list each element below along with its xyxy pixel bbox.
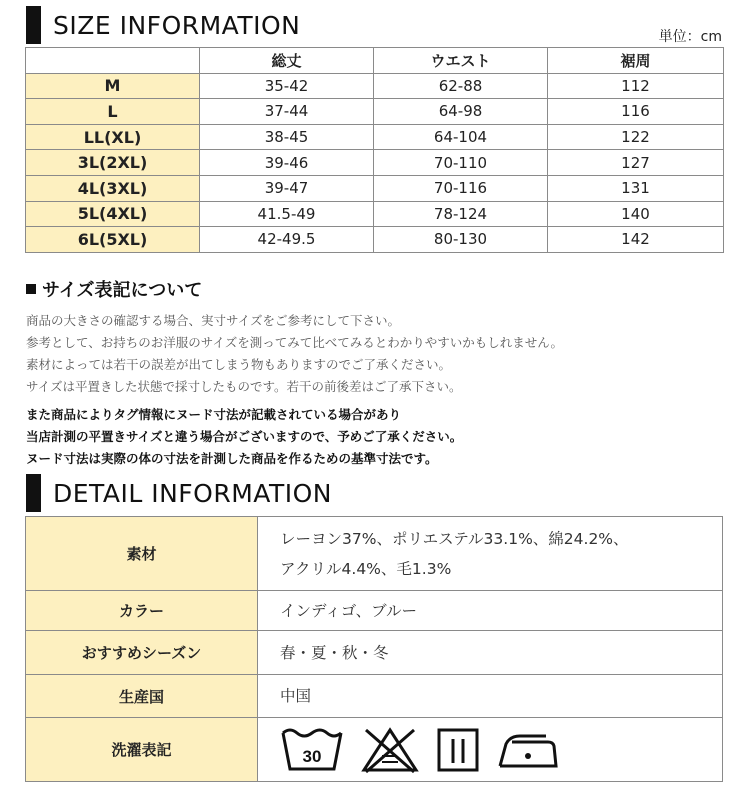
note-bold-line: ヌード寸法は実際の体の寸法を計測した商品を作るための基準寸法です。: [26, 451, 438, 466]
size-label: L: [26, 99, 200, 125]
section-bar: [26, 6, 41, 44]
season-value: 春・夏・秋・冬: [258, 631, 723, 675]
column-header-hem: 裾周: [548, 48, 724, 74]
length-cell: 39-46: [200, 150, 374, 176]
table-row: [26, 718, 723, 782]
length-cell: 35-42: [200, 73, 374, 99]
wash-temp-label: 30: [302, 746, 322, 766]
no-bleach-icon: [360, 726, 420, 774]
table-row: [26, 201, 724, 227]
size-table-header-row: [26, 48, 724, 74]
note-bold-line: 当店計測の平置きサイズと違う場合がございますので、予めご了承ください。: [26, 429, 463, 444]
note-bold-line: また商品によりタグ情報にヌード寸法が記載されている場合があり: [26, 407, 402, 422]
hem-cell: 112: [548, 73, 724, 99]
material-value: [258, 517, 723, 591]
square-bullet-icon: [26, 284, 36, 294]
iron-low-icon: [496, 730, 560, 770]
column-header-waist: ウエスト: [374, 48, 548, 74]
detail-section-header: [26, 474, 332, 512]
material-line: アクリル4.4%、毛1.3%: [280, 559, 452, 578]
length-cell: 42-49.5: [200, 227, 374, 253]
waist-cell: 62-88: [374, 73, 548, 99]
table-row: [26, 517, 723, 591]
table-row: [26, 631, 723, 675]
waist-cell: 80-130: [374, 227, 548, 253]
hem-cell: 131: [548, 175, 724, 201]
table-row: [26, 150, 724, 176]
waist-cell: 64-104: [374, 124, 548, 150]
unit-label: 単位：cm: [658, 29, 722, 45]
size-table: [25, 47, 724, 253]
waist-cell: 78-124: [374, 201, 548, 227]
notes-heading: [26, 276, 726, 302]
hem-cell: 127: [548, 150, 724, 176]
care-label: 洗濯表記: [26, 718, 258, 782]
origin-value: 中国: [258, 675, 723, 718]
note-line: 商品の大きさの確認する場合、実寸サイズをご参考にして下さい。: [26, 313, 401, 328]
table-row: [26, 124, 724, 150]
hem-cell: 142: [548, 227, 724, 253]
color-value: インディゴ、ブルー: [258, 591, 723, 631]
care-value: [258, 718, 723, 782]
length-cell: 41.5-49: [200, 201, 374, 227]
wash-30-icon: [280, 727, 344, 773]
season-label: おすすめシーズン: [26, 631, 258, 675]
table-row: [26, 675, 723, 718]
waist-cell: 70-116: [374, 175, 548, 201]
waist-cell: 64-98: [374, 99, 548, 125]
table-row: [26, 73, 724, 99]
table-row: [26, 227, 724, 253]
hem-cell: 122: [548, 124, 724, 150]
size-notes: [26, 276, 726, 470]
table-row: [26, 99, 724, 125]
origin-label: 生産国: [26, 675, 258, 718]
hem-cell: 140: [548, 201, 724, 227]
size-label: 3L(2XL): [26, 150, 200, 176]
length-cell: 38-45: [200, 124, 374, 150]
size-label: 6L(5XL): [26, 227, 200, 253]
line-dry-shade-icon: [436, 727, 480, 773]
note-line: 参考として、お持ちのお洋服のサイズを測ってみて比べてみるとわかりやすいかもしれません。: [26, 335, 564, 350]
length-cell: 39-47: [200, 175, 374, 201]
size-label: 5L(4XL): [26, 201, 200, 227]
size-section-header: [26, 6, 300, 44]
size-label: M: [26, 73, 200, 99]
size-label: 4L(3XL): [26, 175, 200, 201]
material-label: 素材: [26, 517, 258, 591]
detail-table: [25, 516, 723, 782]
length-cell: 37-44: [200, 99, 374, 125]
section-bar: [26, 474, 41, 512]
table-row: [26, 175, 724, 201]
material-line: レーヨン37%、ポリエステル33.1%、綿24.2%、: [280, 529, 629, 548]
size-table-corner: [26, 48, 200, 74]
note-line: 素材によっては若干の誤差が出てしまう物もありますのでご了承ください。: [26, 357, 452, 372]
size-label: LL(XL): [26, 124, 200, 150]
notes-title: サイズ表記について: [42, 280, 203, 301]
waist-cell: 70-110: [374, 150, 548, 176]
column-header-length: 総丈: [200, 48, 374, 74]
care-icons: [280, 726, 722, 774]
color-label: カラー: [26, 591, 258, 631]
hem-cell: 116: [548, 99, 724, 125]
detail-section-title: DETAIL INFORMATION: [53, 478, 332, 508]
table-row: [26, 591, 723, 631]
note-line: サイズは平置きした状態で採寸したものです。若干の前後差はご了承下さい。: [26, 379, 462, 394]
size-section-title: SIZE INFORMATION: [53, 10, 301, 40]
